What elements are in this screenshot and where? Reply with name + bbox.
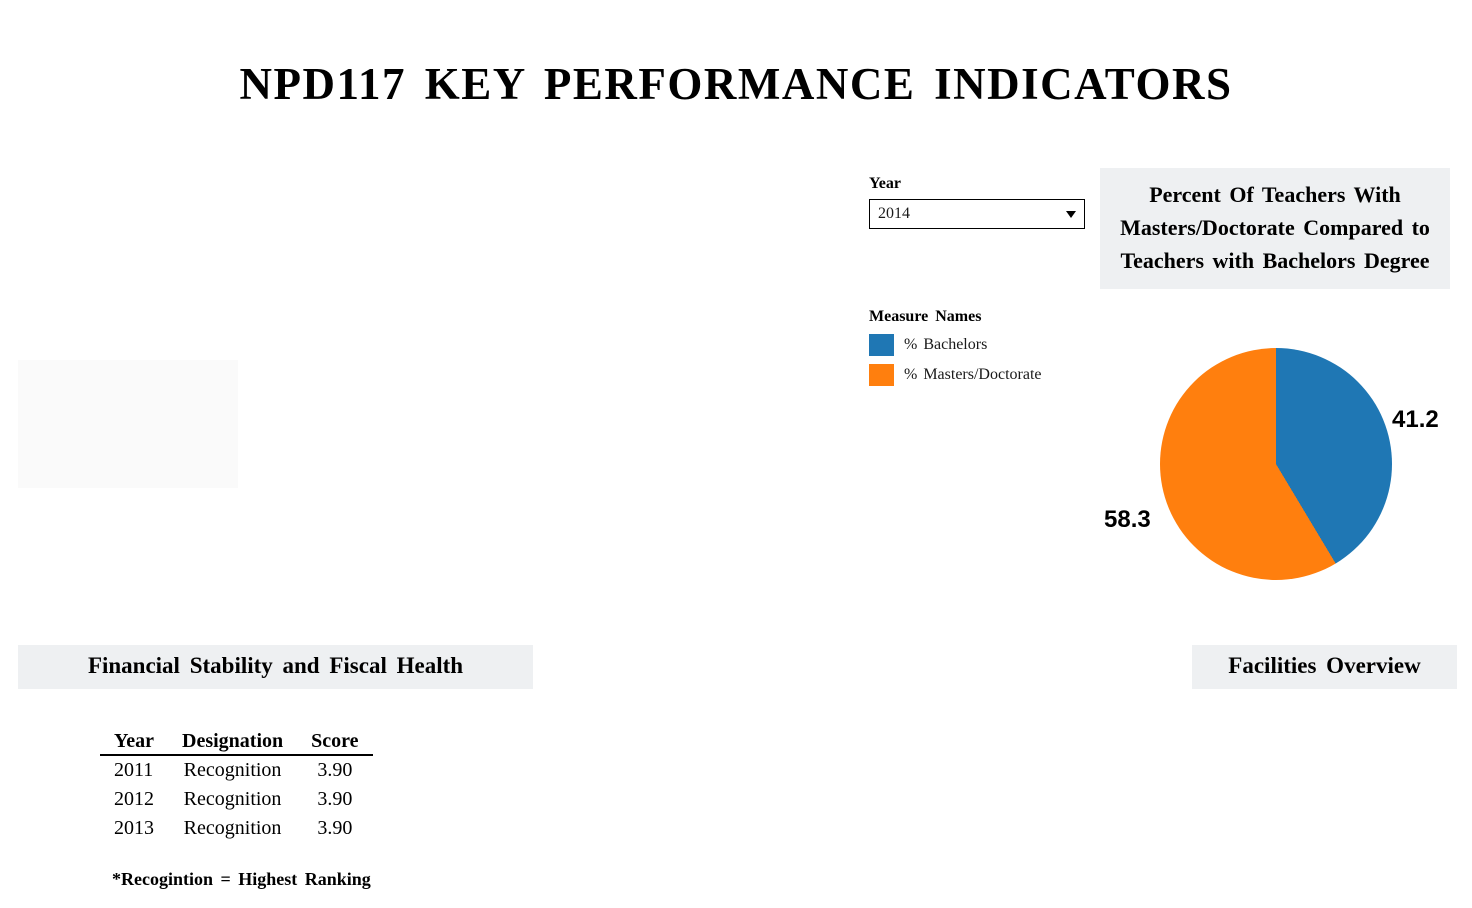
pie-data-label-masters: 58.3 xyxy=(1104,506,1151,533)
cell-designation: Recognition xyxy=(183,759,282,781)
cell-year: 2012 xyxy=(114,788,154,810)
pie-data-label-bachelors: 41.2 xyxy=(1392,406,1439,433)
facilities-panel-title: Facilities Overview xyxy=(1192,645,1457,689)
financial-panel-title: Financial Stability and Fiscal Health xyxy=(18,645,533,689)
cell-designation: Recognition xyxy=(183,817,282,839)
year-dropdown[interactable] xyxy=(869,199,1085,229)
legend-label-masters: % Masters/Doctorate xyxy=(904,366,1042,383)
column-header-score: Score xyxy=(297,730,372,755)
legend-item-masters[interactable] xyxy=(869,364,1109,386)
legend-swatch-masters xyxy=(869,364,894,386)
legend-swatch-bachelors xyxy=(869,334,894,356)
table-row xyxy=(100,755,373,785)
cell-year: 2013 xyxy=(114,817,154,839)
column-header-year: Year xyxy=(100,730,168,755)
table-row xyxy=(100,814,373,843)
table-header-row xyxy=(100,730,373,755)
legend-label-bachelors: % Bachelors xyxy=(904,336,988,353)
cell-score: 3.90 xyxy=(317,759,353,781)
legend-item-bachelors[interactable] xyxy=(869,334,1109,356)
cell-score: 3.90 xyxy=(317,817,353,839)
financial-footnote: *Recogintion = Highest Ranking xyxy=(112,869,371,889)
year-dropdown-value: 2014 xyxy=(878,205,910,222)
financial-table xyxy=(100,730,373,843)
year-filter xyxy=(869,175,1089,229)
pie-chart[interactable] xyxy=(1160,348,1392,580)
chevron-down-icon[interactable] xyxy=(1058,200,1084,228)
legend xyxy=(869,308,1109,394)
year-filter-label: Year xyxy=(869,175,901,192)
pie-chart-graphic[interactable] xyxy=(1160,348,1392,580)
cell-year: 2011 xyxy=(114,759,154,781)
page-title: NPD117 KEY PERFORMANCE INDICATORS xyxy=(239,59,1233,109)
cell-score: 3.90 xyxy=(317,788,353,810)
empty-panel-placeholder xyxy=(18,360,238,488)
legend-title: Measure Names xyxy=(869,308,982,325)
pie-panel-title: Percent Of Teachers With Masters/Doctorate Compared to Teachers with Bachelors Degree xyxy=(1100,168,1450,289)
table-row xyxy=(100,785,373,814)
cell-designation: Recognition xyxy=(183,788,282,810)
column-header-designation: Designation xyxy=(168,730,297,755)
